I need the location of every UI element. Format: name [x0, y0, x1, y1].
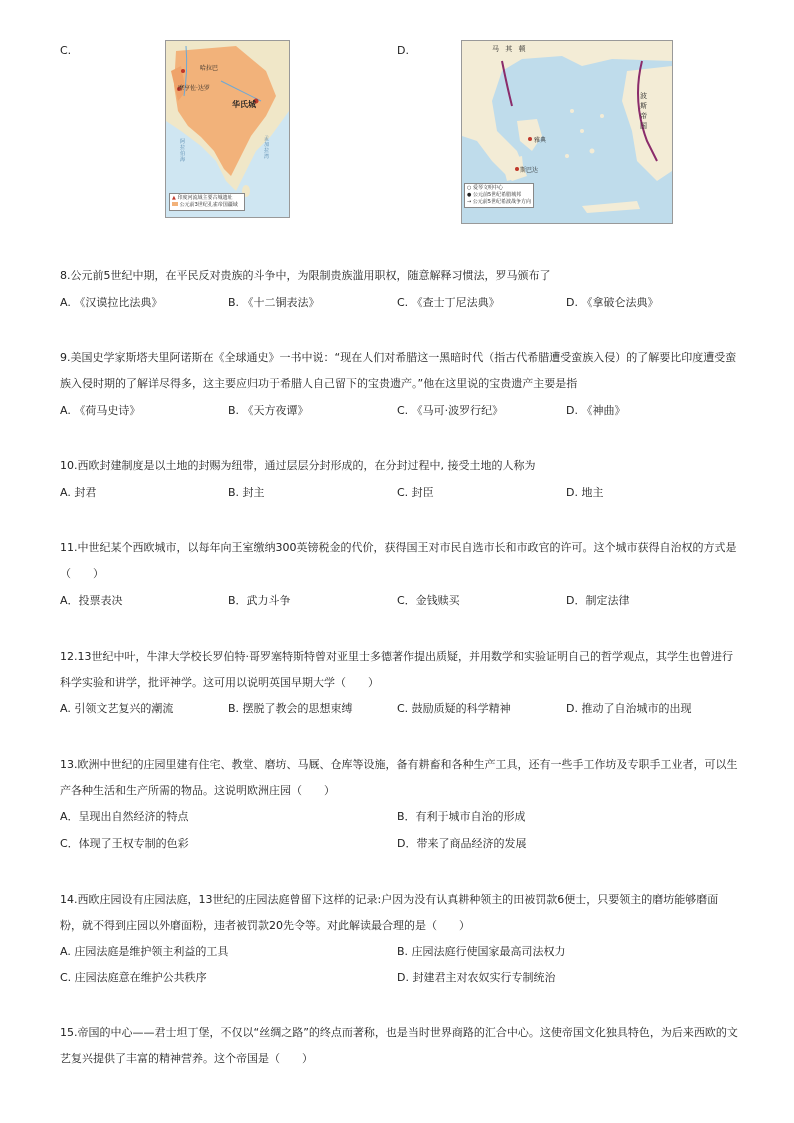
- option-a[interactable]: A. 庄园法庭是维护领主利益的工具: [60, 945, 229, 958]
- option-a[interactable]: A．呈现出自然经济的特点: [60, 810, 189, 823]
- map-label-athens: 雅典: [534, 137, 547, 144]
- question-15-stem: 15.帝国的中心——君士坦丁堡，不仅以“丝绸之路”的终点而著称，也是当时世界商路的汇合中心。这使帝国文化独具特色，为后来西欧的文艺复兴提供了丰富的精神营养。这个帝国是（ ）: [60, 1026, 738, 1065]
- option-b[interactable]: B. 庄园法庭行使国家最高司法权力: [397, 945, 566, 958]
- legend-item: ○ 爱琴文明中心: [467, 185, 503, 191]
- question-9-stem: 9.美国史学家斯塔夫里阿诺斯在《全球通史》一书中说：“现在人们对希腊这一黑暗时代（指古代希腊遭受蛮族入侵）的了解要比印度遭受蛮族入侵时期的了解详尽得多，这主要应归功于希腊人自己留下的宝贵遗产。”他在这里说的宝贵遗产主要是指: [60, 351, 737, 390]
- map-label-macedonia: 马 其 顿: [492, 45, 528, 53]
- map-label-arabian-sea: 阿拉伯海: [180, 139, 186, 163]
- map-label-persia: 波 斯 帝 国: [640, 92, 647, 130]
- question-13-stem: 13.欧洲中世纪的庄园里建有住宅、教堂、磨坊、马厩、仓库等设施，备有耕畜和各种生产工具，还有一些手工作坊及专职手工业者，可以生产各种生活和生产所需的物品。这说明欧洲庄园（ ）: [60, 758, 738, 797]
- question-10-options: [60, 484, 740, 504]
- option-b[interactable]: B．武力斗争: [228, 594, 291, 607]
- question-13-options-row1: [60, 808, 740, 828]
- question-10-stem: 10.西欧封建制度是以土地的封赐为纽带，通过层层分封形成的，在分封过程中, 接受土地的人称为: [60, 459, 536, 472]
- option-b[interactable]: B. 封主: [228, 486, 265, 499]
- option-c[interactable]: C. 《查士丁尼法典》: [397, 296, 500, 309]
- question-8-options: [60, 294, 740, 314]
- map-label-harappa: 哈拉巴: [200, 65, 219, 72]
- option-c[interactable]: C．体现了王权专制的色彩: [60, 837, 189, 850]
- option-d-label: D.: [397, 44, 409, 57]
- option-b[interactable]: B. 摆脱了教会的思想束缚: [228, 702, 353, 715]
- map-label-sparta: 斯巴达: [520, 167, 539, 174]
- question-12-stem: 12.13世纪中叶，牛津大学校长罗伯特·哥罗塞特斯特曾对亚里士多德著作提出质疑，并用数学和实验证明自己的哲学观点，其学生也曾进行科学实验和讲学，批评神学。这可用以说明英国早期大学（ ）: [60, 650, 733, 689]
- legend-item: → 公元前5世纪希波战争方向: [467, 199, 531, 205]
- option-c[interactable]: C. 庄园法庭意在维护公共秩序: [60, 971, 207, 984]
- option-c[interactable]: C. 鼓励质疑的科学精神: [397, 702, 511, 715]
- option-b[interactable]: B. 《十二铜表法》: [228, 296, 320, 309]
- option-d[interactable]: D. 封建君主对农奴实行专制统治: [397, 971, 556, 984]
- question-13-options-row2: [60, 835, 740, 855]
- option-b[interactable]: B. 《天方夜谭》: [228, 404, 309, 417]
- question-8-stem: 8.公元前5世纪中期，在平民反对贵族的斗争中，为限制贵族滥用职权，随意解释习惯法，罗马颁布了: [60, 269, 551, 282]
- option-a[interactable]: A. 引领文艺复兴的潮流: [60, 702, 174, 715]
- question-14-options-row1: [60, 943, 740, 963]
- option-c[interactable]: C. 《马可·波罗行纪》: [397, 404, 504, 417]
- option-a[interactable]: A. 《汉谟拉比法典》: [60, 296, 163, 309]
- option-a[interactable]: A. 《荷马史诗》: [60, 404, 141, 417]
- map-d-legend: [464, 183, 534, 208]
- map-c-legend: [169, 193, 245, 211]
- option-c-label: C.: [60, 44, 72, 57]
- question-11-options: [60, 592, 740, 612]
- question-14-options-row2: [60, 969, 740, 989]
- option-d[interactable]: D. 《拿破仑法典》: [566, 296, 659, 309]
- map-label-pataliputra: 华氏城: [232, 100, 256, 109]
- india-map-graphic: [166, 41, 289, 217]
- legend-item: ▲ 印度河流域主要古城遗址: [172, 195, 233, 201]
- option-d[interactable]: D. 地主: [566, 486, 604, 499]
- question-9-options: [60, 402, 740, 422]
- option-d[interactable]: D. 推动了自治城市的出现: [566, 702, 692, 715]
- option-d[interactable]: D. 《神曲》: [566, 404, 626, 417]
- legend-item: ● 公元前5世纪希腊城邦: [467, 192, 522, 198]
- map-label-mohenjo-daro: 摩亨佐·达罗: [178, 85, 210, 92]
- option-c[interactable]: C. 封臣: [397, 486, 434, 499]
- question-11-stem: 11.中世纪某个西欧城市，以每年向王室缴纳300英镑税金的代价，获得国王对市民自选市长和市政官的许可。这个城市获得自治权的方式是（ ）: [60, 541, 737, 580]
- option-d[interactable]: D．制定法律: [566, 594, 630, 607]
- option-c[interactable]: C．金钱赎买: [397, 594, 460, 607]
- question-12-options: [60, 700, 740, 720]
- question-14-stem: 14.西欧庄园设有庄园法庭，13世纪的庄园法庭曾留下这样的记录:户因为没有认真耕种领主的田被罚款6便士，只要领主的磨坊能够磨面粉，就不得到庄园以外磨面粉，违者被罚款20先令等。对此解读最合理的是（ ）: [60, 893, 719, 932]
- map-label-bay-of-bengal: 孟加拉湾: [264, 136, 270, 160]
- option-b[interactable]: B．有利于城市自治的形成: [397, 810, 526, 823]
- option-a[interactable]: A. 封君: [60, 486, 97, 499]
- greece-map: [461, 40, 673, 224]
- india-map: [165, 40, 290, 218]
- legend-item: 公元前3世纪孔雀帝国疆域: [172, 202, 242, 209]
- option-a[interactable]: A．投票表决: [60, 594, 123, 607]
- option-d[interactable]: D．带来了商品经济的发展: [397, 837, 527, 850]
